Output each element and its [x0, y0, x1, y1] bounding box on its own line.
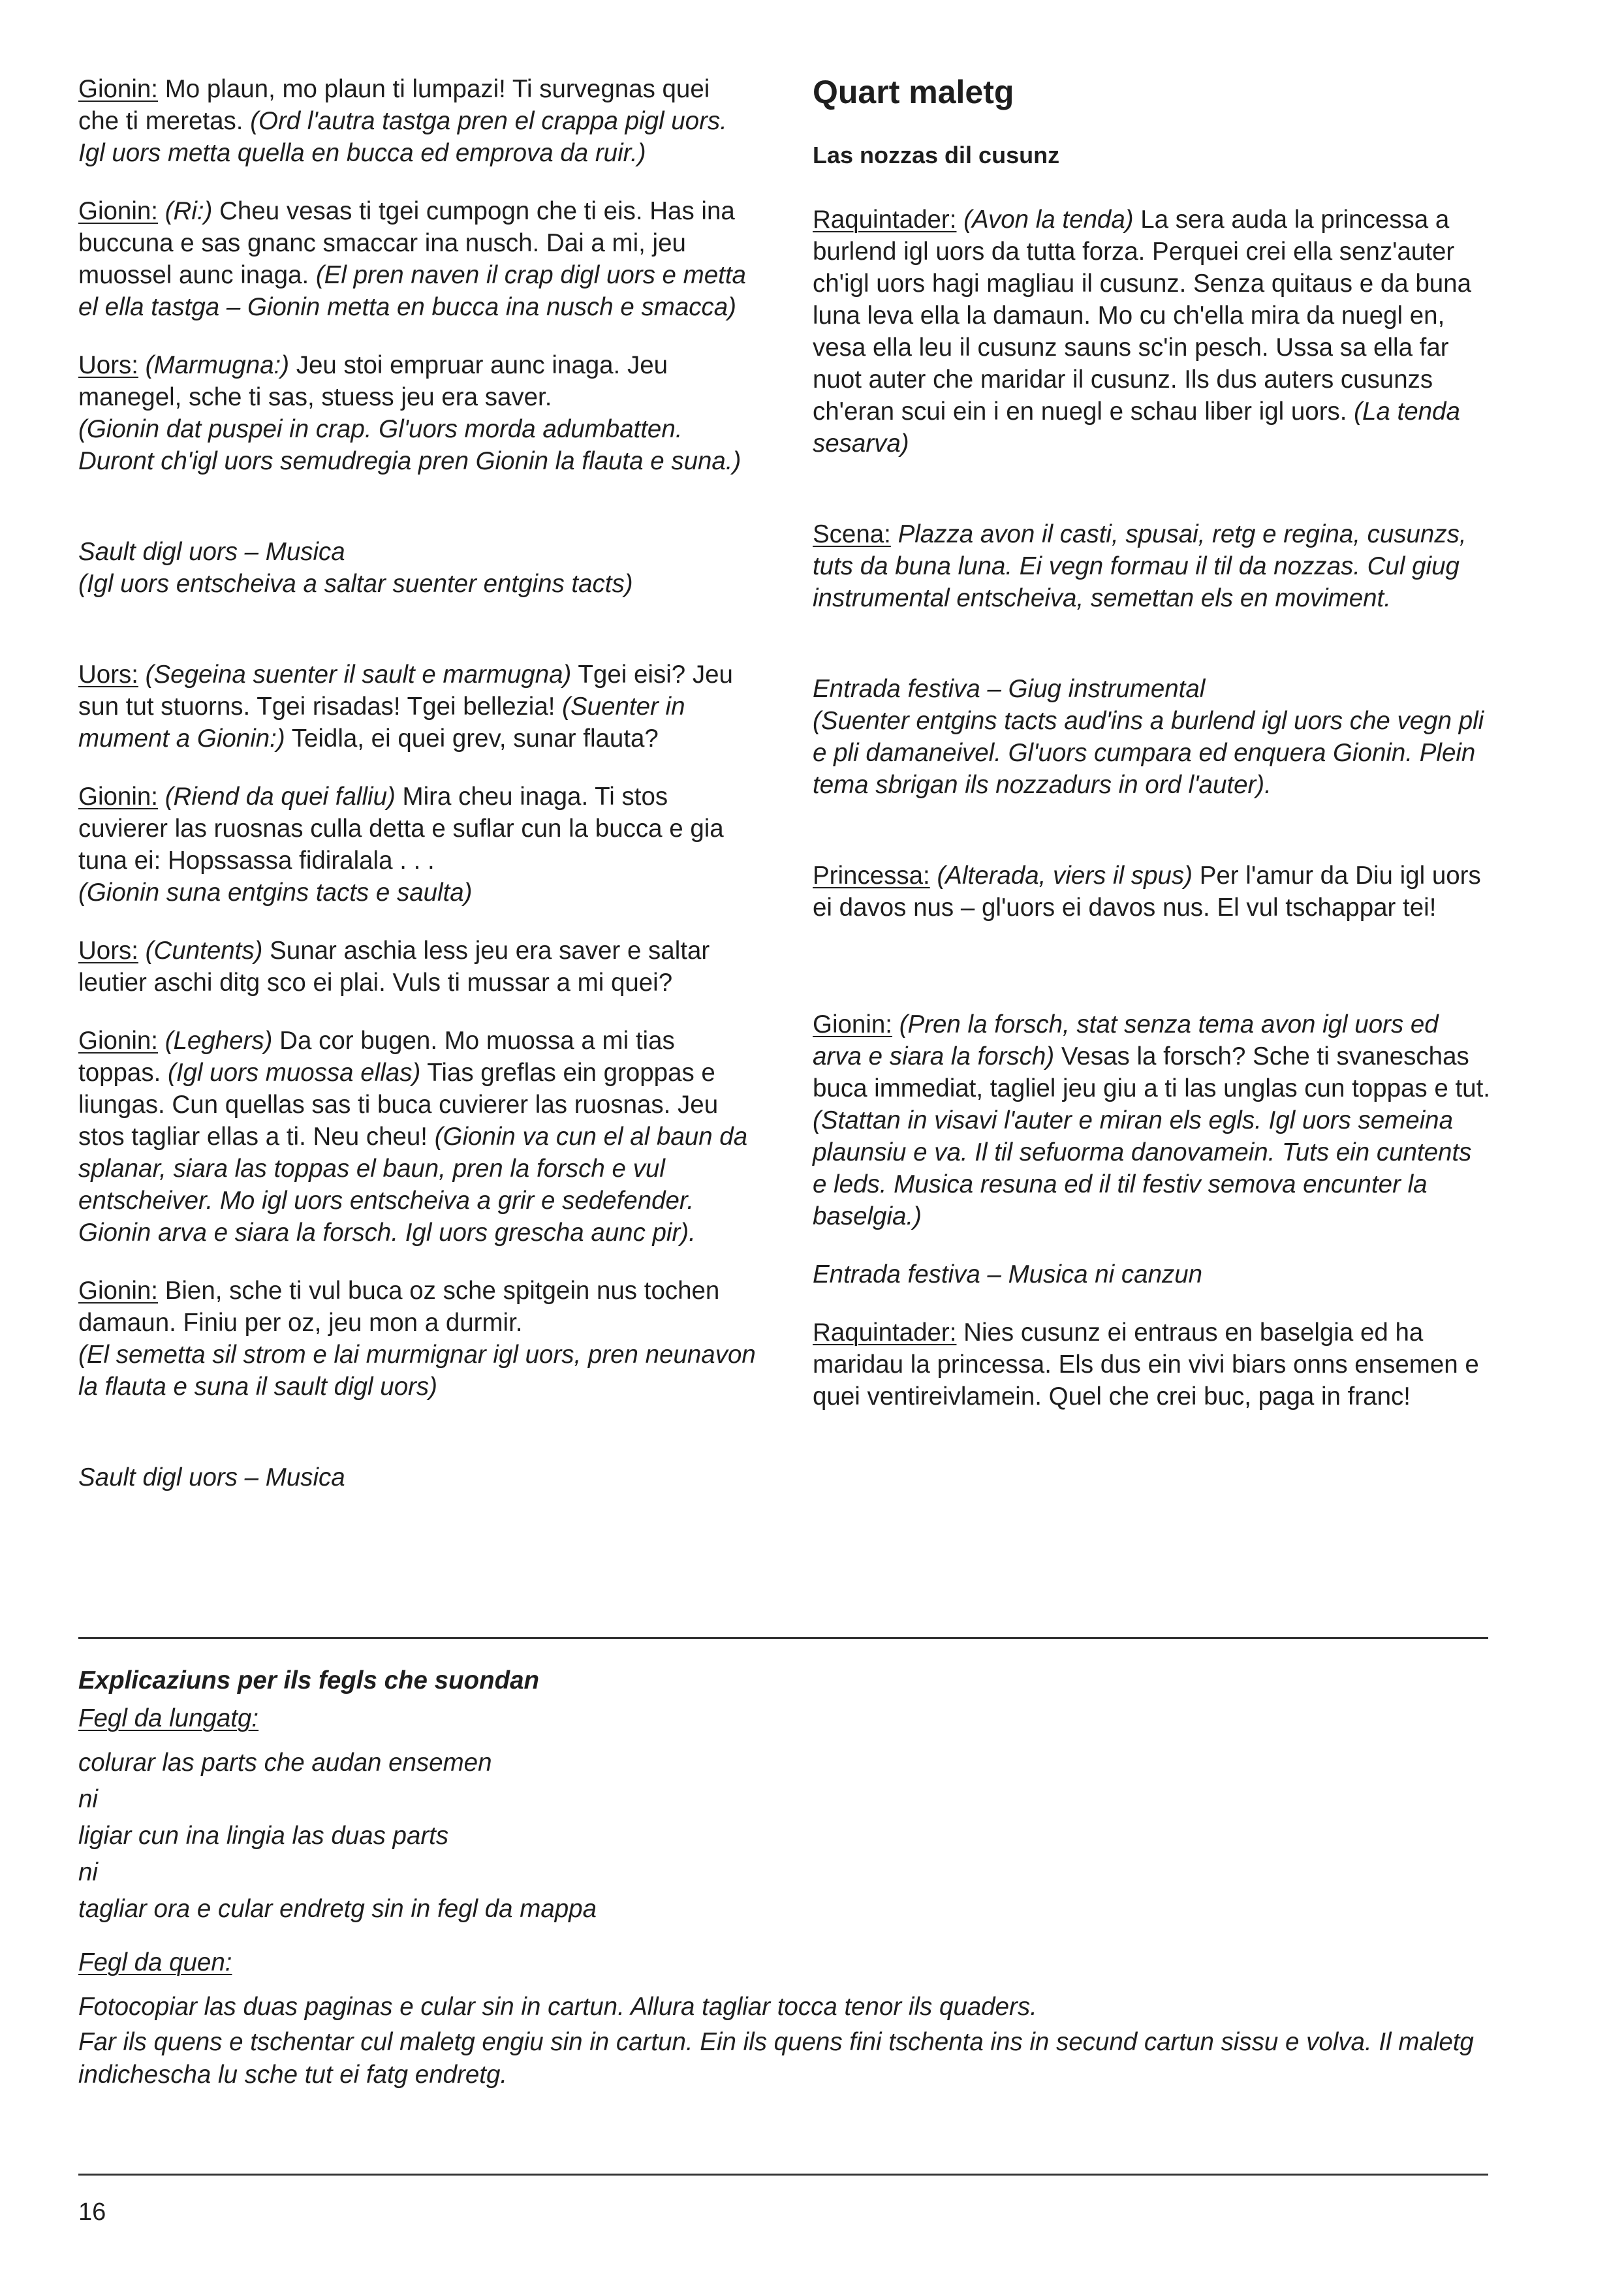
dialogue-text: Cheu vesas ti tgei cumpogn che ti eis. Has ina buccuna e sas gnanc smaccar ina nusch. Dai a mi, jeu muossel aunc inaga.: [78, 197, 735, 289]
dialogue-text: Teidla, ei quei grev, sunar flauta?: [285, 725, 659, 753]
dialogue-text: Per l'amur da Diu igl uors ei davos nus – gl'uors ei davos nus. El vul tschappar tei!: [813, 862, 1481, 922]
paragraph: [78, 536, 757, 600]
stage-direction: (Stattan in visavi l'auter e miran els egls. Igl uors semeina plaunsiu e va. Il til sefuorma danovamein. Tuts ein cuntents e leds. Musica resuna ed il til festiv semova encunter la baselgia.): [813, 1106, 1472, 1230]
paragraph: [78, 781, 757, 909]
stage-direction: Entrada festiva – Giug instrumental: [813, 675, 1206, 703]
stage-direction: (Cuntents): [138, 937, 263, 965]
speaker-name: Gionin:: [78, 197, 158, 225]
explanation-line: ligiar cun ina lingia las duas parts: [78, 1822, 449, 1850]
explanations: [78, 1664, 1514, 2094]
right-paragraphs: [813, 204, 1491, 1413]
explanation-line: colurar las parts che audan ensemen: [78, 1749, 492, 1777]
paragraph: [813, 673, 1491, 801]
stage-direction: (El pren naven il crap digl uors e metta el ella tastga – Gionin metta en bucca ina nusch e smacca): [78, 261, 746, 321]
dialogue-text: La sera auda la princessa a burlend igl uors da tutta forza. Perquei crei ella senz'auter ch'igl uors hagi magliau il cusunz. Senza quitaus e da buna luna leva ella la damaun. Mo cu ch'ella mira da nuegl en, vesa ella leu il cusunz sauns sc'in pesch. Ussa sa ella far nuot auter che maridar il cusunz. Ils dus auters cusunzs ch'eran scui ein i en nuegl e schau liber igl uors.: [813, 206, 1471, 426]
paragraph: [78, 935, 757, 999]
stage-direction: (El semetta sil strom e lai murmignar igl uors, pren neunavon la flauta e suna il sault digl uors): [78, 1341, 756, 1401]
stage-direction: (Ri:): [158, 197, 213, 225]
speaker-name: Gionin:: [78, 1027, 158, 1055]
stage-direction: (Suenter entgins tacts aud'ins a burlend igl uors che vegn pli e pli damaneivel. Gl'uors cumpara ed enquera Gionin. Plein tema sbrigan ils nozzadurs in ord l'auter).: [813, 707, 1484, 799]
speaker-name: Gionin:: [813, 1010, 892, 1038]
stage-direction: (Marmugna:): [138, 351, 290, 379]
right-column: [813, 73, 1491, 1439]
stage-direction: Plazza avon il casti, spusai, retg e regina, cusunzs, tuts da buna luna. Ei vegn formau il til da nozzas. Cul giug instrumental entscheiva, semettan els en moviment.: [813, 520, 1467, 612]
explanation-heading: Fegl da quen:: [78, 1948, 232, 1976]
left-column: [78, 73, 757, 1520]
speaker-name: Gionin:: [78, 783, 158, 811]
speaker-name: Uors:: [78, 937, 138, 965]
paragraph: [78, 349, 757, 477]
page-number: 16: [78, 2198, 106, 2226]
stage-direction: (Riend da quei falliu): [158, 783, 396, 811]
explanations-sections: [78, 1702, 1514, 2091]
speaker-name: Raquintader:: [813, 1319, 957, 1347]
paragraph: [813, 860, 1491, 924]
paragraph: [78, 1025, 757, 1249]
paragraph: [78, 659, 757, 755]
stage-direction: (Igl uors muossa ellas): [168, 1059, 421, 1087]
paragraph: [813, 1258, 1491, 1290]
dialogue-text: Jeu stoi empruar aunc inaga. Jeu manegel, sche ti sas, stuess jeu era saver.: [78, 351, 668, 411]
scene-title: Quart maletg: [813, 74, 1014, 110]
paragraph: [78, 1275, 757, 1403]
stage-direction: (Leghers): [158, 1027, 273, 1055]
stage-direction: (Gionin suna entgins tacts e saulta): [78, 879, 473, 907]
dialogue-text: Sunar aschia less jeu era saver e saltar leutier aschi ditg sco ei plai. Vuls ti mussar a mi quei?: [78, 937, 710, 997]
stage-direction: (La tenda sesarva): [813, 398, 1460, 458]
stage-direction: Sault digl uors – Musica: [78, 1463, 345, 1491]
paragraph: [78, 73, 757, 169]
explanation-line: ni: [78, 1858, 98, 1886]
paragraph: [78, 1461, 757, 1493]
explanation-line: tagliar ora e cular endretg sin in fegl da mappa: [78, 1895, 597, 1923]
stage-direction: (Ord l'autra tastga pren el crappa pigl uors. Igl uors metta quella en bucca ed emprova da ruir.): [78, 107, 727, 167]
stage-direction: (Alterada, viers il spus): [929, 862, 1193, 890]
paragraph: [813, 204, 1491, 460]
explanation-heading: Fegl da lungatg:: [78, 1704, 259, 1732]
paragraph: [813, 518, 1491, 614]
dialogue-text: Bien, sche ti vul buca oz sche spitgein nus tochen damaun. Finiu per oz, jeu mon a durmir.: [78, 1277, 720, 1337]
stage-direction: Entrada festiva – Musica ni canzun: [813, 1260, 1203, 1288]
dialogue-text: Nies cusunz ei entraus en baselgia ed ha maridau la princessa. Els dus ein vivi biars onns ensemen e quei ventireivlamein. Quel che crei buc, paga in franc!: [813, 1319, 1479, 1411]
stage-direction: (Avon la tenda): [956, 206, 1134, 234]
stage-direction: Sault digl uors – Musica: [78, 538, 345, 566]
divider-top: [78, 1637, 1488, 1639]
speaker-name: Scena:: [813, 520, 891, 548]
explanation-line: Far ils quens e tschentar cul maletg engiu sin in cartun. Ein ils quens fini tschenta ins in secund cartun sissu e volva. Il maletg indichescha lu sche tut ei fatg endretg.: [78, 2028, 1474, 2089]
dialogue-text: Vesas la forsch? Sche ti svaneschas buca immediat, tagliel jeu giu a ti las unglas cun toppas e tut.: [813, 1042, 1490, 1102]
explanations-title: Explicaziuns per ils fegls che suondan: [78, 1666, 540, 1694]
speaker-name: Raquintader:: [813, 206, 957, 234]
speaker-name: Gionin:: [78, 1277, 158, 1305]
speaker-name: Uors:: [78, 661, 138, 689]
paragraph: [78, 195, 757, 323]
stage-direction: (Suenter in mument a Gionin:): [78, 693, 685, 753]
stage-direction: (Segeina suenter il sault e marmugna): [138, 661, 572, 689]
explanation-line: ni: [78, 1785, 98, 1813]
speaker-name: Gionin:: [78, 75, 158, 103]
scene-subtitle: Las nozzas dil cusunz: [813, 142, 1060, 168]
explanation-line: Fotocopiar las duas paginas e cular sin in cartun. Allura tagliar tocca tenor ils quaders.: [78, 1993, 1037, 2021]
speaker-name: Princessa:: [813, 862, 930, 890]
dialogue-text: Mo plaun, mo plaun ti lumpazi! Ti survegnas quei che ti meretas.: [78, 75, 710, 135]
dialogue-text: Mira cheu inaga. Ti stos cuvierer las ruosnas culla detta e suflar cun la bucca e gia tuna ei: Hopssassa fidiralala . . .: [78, 783, 724, 875]
paragraph: [813, 1317, 1491, 1413]
divider-bottom: [78, 2174, 1488, 2176]
stage-direction: (Igl uors entscheiva a saltar suenter entgins tacts): [78, 570, 633, 598]
dialogue-text: Da cor bugen. Mo muossa a mi tias toppas.: [78, 1027, 675, 1087]
paragraph: [813, 1008, 1491, 1232]
dialogue-text: Tgei eisi? Jeu sun tut stuorns. Tgei risadas! Tgei bellezia!: [78, 661, 733, 721]
dialogue-text: Tias greflas ein groppas e liungas. Cun quellas sas ti buca cuvierer las ruosnas. Jeu stos tagliar ellas a ti. Neu cheu!: [78, 1059, 719, 1151]
stage-direction: (Pren la forsch, stat senza tema avon igl uors ed arva e siara la forsch): [813, 1010, 1439, 1070]
stage-direction: (Gionin va cun el al baun da splanar, siara las toppas el baun, pren la forsch e vul entscheiver. Mo igl uors entscheiva a grir e sedefender. Gionin arva e siara la forsch. Igl uors grescha aunc pir).: [78, 1123, 748, 1247]
stage-direction: (Gionin dat puspei in crap. Gl'uors morda adumbatten. Duront ch'igl uors semudregia pren Gionin la flauta e suna.): [78, 415, 742, 475]
speaker-name: Uors:: [78, 351, 138, 379]
